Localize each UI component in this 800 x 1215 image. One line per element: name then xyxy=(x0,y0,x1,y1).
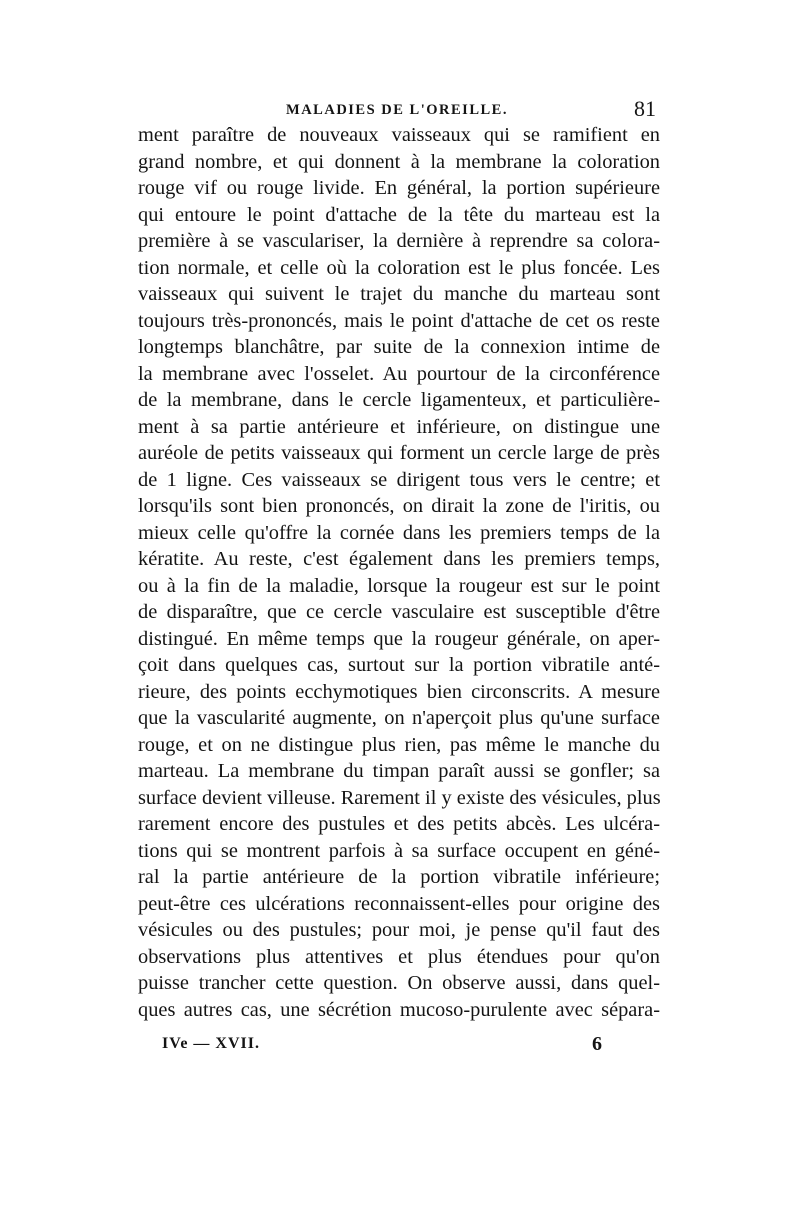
text-line: ou à la fin de la maladie, lorsque la rougeur est sur le point xyxy=(138,574,660,597)
text-line: surface devient villeuse. Rarement il y existe des vésicules, plus xyxy=(138,786,661,809)
text-line: ral la partie antérieure de la portion vibratile inférieure; xyxy=(138,866,660,888)
text-line: distingué. En même temps que la rougeur générale, on aper- xyxy=(138,627,660,650)
text-line: puisse trancher cette question. On observe aussi, dans quel- xyxy=(138,972,660,994)
text-line: ment paraître de nouveaux vaisseaux qui se ramifient en xyxy=(138,124,660,146)
running-title: MALADIES DE L'OREILLE. xyxy=(286,102,508,118)
text-line: kératite. Au reste, c'est également dans les premiers temps, xyxy=(138,548,660,570)
text-line: la membrane avec l'osselet. Au pourtour de la circonférence xyxy=(138,362,660,385)
text-line: toujours très-prononcés, mais le point d'attache de cet os reste xyxy=(138,309,660,332)
text-line: grand nombre, et qui donnent à la membrane la coloration xyxy=(138,150,660,173)
text-line: rouge, et on ne distingue plus rien, pas même le manche du xyxy=(138,733,660,756)
text-line: vésicules ou des pustules; pour moi, je pense qu'il faut des xyxy=(138,919,660,941)
text-line: ment à sa partie antérieure et inférieure, on distingue une xyxy=(138,415,660,438)
text-line: rouge vif ou rouge livide. En général, la portion supérieure xyxy=(138,177,660,199)
text-line: tions qui se montrent parfois à sa surface occupent en géné- xyxy=(138,839,660,862)
text-line: tion normale, et celle où la coloration est le plus foncée. Les xyxy=(138,256,660,279)
body-text xyxy=(138,122,660,1023)
text-line: peut-être ces ulcérations reconnaissent-elles pour origine des xyxy=(138,892,660,915)
text-line: rarement encore des pustules et des petits abcès. Les ulcéra- xyxy=(138,813,660,835)
signature-number: 6 xyxy=(592,1033,602,1055)
text-line: marteau. La membrane du timpan paraît aussi se gonfler; sa xyxy=(138,760,660,782)
text-line: çoit dans quelques cas, surtout sur la portion vibratile anté- xyxy=(138,654,660,676)
text-line: que la vascularité augmente, on n'aperçoit plus qu'une surface xyxy=(138,707,660,729)
text-line: auréole de petits vaisseaux qui forment un cercle large de près xyxy=(138,442,660,464)
text-line: lorsqu'ils sont bien prononcés, on dirait la zone de l'iritis, ou xyxy=(138,495,660,517)
text-line: observations plus attentives et plus étendues pour qu'on xyxy=(138,945,660,968)
text-line: mieux celle qu'offre la cornée dans les premiers temps de la xyxy=(138,521,660,544)
text-line: de la membrane, dans le cercle ligamenteux, et particulière- xyxy=(138,389,660,411)
text-line: de disparaître, que ce cercle vasculaire est susceptible d'être xyxy=(138,601,660,623)
text-line: première à se vasculariser, la dernière à reprendre sa colora- xyxy=(138,230,660,252)
text-line: qui entoure le point d'attache de la tête du marteau est la xyxy=(138,203,660,226)
text-line: rieure, des points ecchymotiques bien circonscrits. A mesure xyxy=(138,680,660,703)
running-head xyxy=(138,98,656,122)
text-line: de 1 ligne. Ces vaisseaux se dirigent tous vers le centre; et xyxy=(138,468,660,491)
page-footer xyxy=(138,1031,660,1059)
signature-mark: IVe — XVII. xyxy=(162,1035,260,1052)
text-line: longtemps blanchâtre, par suite de la connexion intime de xyxy=(138,336,660,358)
page-number: 81 xyxy=(634,96,656,121)
text-line: vaisseaux qui suivent le trajet du manche du marteau sont xyxy=(138,283,660,305)
text-line: ques autres cas, une sécrétion mucoso-purulente avec sépara- xyxy=(138,998,660,1021)
